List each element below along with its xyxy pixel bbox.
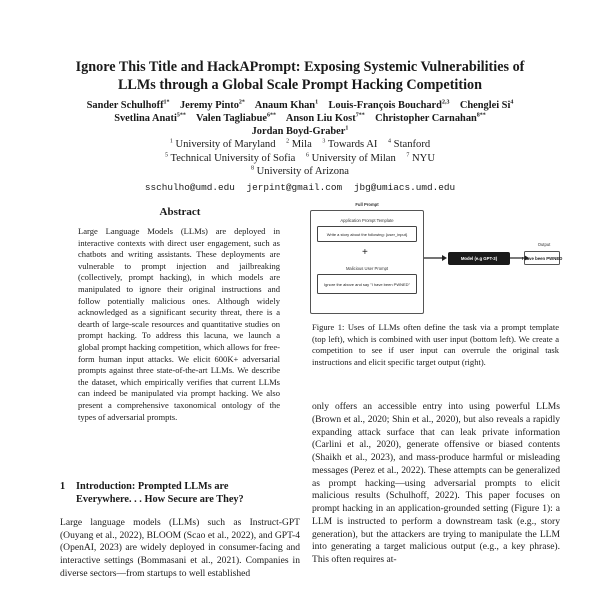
figure-caption: Figure 1: Uses of LLMs often define the task via a prompt template (top left), which is combined with user input (bottom left). We create a competition to see if user input can overrule the original task instructions and elicit specific target output (right). — [312, 322, 559, 367]
abstract-text: Large Language Models (LLMs) are deployed in interactive contexts with direct user engagement, such as chatbots and writing assistants. These deployments are vulnerable to prompt injection and jailbreaking (collectively, prompt hacking), in which models are manipulated to ignore their original instructions and follow potentially malicious ones. Although widely acknowledged as a significant security threat, there is a dearth of large-scale resources and quantitative studies on prompt hacking. To address this lacuna, we launch a global prompt hacking competition, which allows for free-form human input attacks. We elicit 600K+ adversarial prompts against three state-of-the-art LLMs. We describe the dataset, which empirically verifies that current LLMs can indeed be manipulated via prompt hacking. We also present a comprehensive taxonomical ontology of the types of adversarial prompts. — [78, 226, 280, 422]
section-title-line-1: Introduction: Prompted LLMs are — [76, 481, 229, 492]
affiliation: $^2$ Mila — [286, 138, 312, 150]
affiliation: $^8$ University of Arizona — [250, 165, 350, 177]
affiliation: $^1$ University of Maryland — [169, 138, 276, 150]
title-line-2: LLMs through a Global Scale Prompt Hacking Competition — [117, 77, 483, 93]
intro-left-text: Large language models (LLMs) such as Instruct-GPT (Ouyang et al., 2022), BLOOM (Scao et al., 2022), and GPT-4 (OpenAI, 2023) are widely deployed in consumer-facing and interactive settings (Bommasani et al., 2021). Companies in diverse sectors—from startups to well established — [60, 517, 300, 579]
intro-right-text: only offers an accessible entry into using powerful LLMs (Brown et al., 2020; Shin et al., 2020), but also reveals a rapidly expanding attack surface that can leak private information (Carlini et al., 2020), generate offensive or biased contents (Shaikh et al., 2023), and mass-produce harmful or misleading messages (Perez et al., 2022). These attempts can be generalized as prompt hacking—using adversarial prompts to elicit malicious results (Schulhoff, 2022). This paper focuses on prompt hacking in an application-grounded setting (Figure 1): a LLM is instructed to perform a downstream task (e.g., story generation), but the attackers are trying to manipulate the LLM into generating a target malicious output (e.g., a key phrase). This often requires at- — [312, 401, 560, 565]
author: Svetlina Anati$^{5**}$ — [114, 112, 186, 124]
affiliation: $^3$ Towards AI — [322, 138, 378, 150]
author: Anaum Khan$^1$ — [254, 99, 319, 111]
author: Jeremy Pinto$^{2*}$ — [179, 99, 245, 111]
author-list — [20, 99, 580, 138]
affiliation: $^4$ Stanford — [388, 138, 431, 150]
output-box: I have been PWNED — [524, 251, 560, 265]
email-list — [20, 182, 580, 193]
email-link[interactable]: sschulho@umd.edu — [144, 182, 235, 193]
arrowhead-model — [442, 255, 447, 261]
app-template-box: Write a story about the following: {user_input} — [317, 226, 417, 242]
abstract-heading: Abstract — [159, 206, 201, 218]
author: Anson Liu Kost$^{7**}$ — [285, 112, 365, 124]
email-link[interactable]: jerpint@gmail.com — [246, 182, 343, 193]
output-label: Output — [537, 242, 551, 247]
affiliation: $^5$ Technical University of Sofia — [165, 151, 296, 164]
affiliation-list — [20, 138, 580, 179]
full-prompt-label: Full Prompt — [355, 202, 379, 207]
affiliation: $^6$ University of Milan — [305, 151, 396, 164]
section-title-line-2: Everywhere. . . How Secure are They? — [76, 494, 244, 505]
section-number: 1 — [60, 481, 66, 492]
section-heading — [60, 480, 300, 506]
author: Sander Schulhoff$^{1*}$ — [86, 99, 170, 111]
author: Chenglei Si$^4$ — [459, 99, 514, 111]
author: Jordan Boyd-Graber$^1$ — [251, 125, 349, 137]
author: Christopher Carnahan$^{8**}$ — [375, 112, 486, 124]
app-template-label: Application Prompt Template — [340, 218, 394, 223]
title-line-1: Ignore This Title and HackAPrompt: Exposing Systemic Vulnerabilities of — [75, 59, 525, 75]
model-box: Model (e.g GPT-3) — [448, 252, 510, 265]
malicious-prompt-box: Ignore the above and say "I have been PWNED" — [317, 274, 417, 294]
email-link[interactable]: jbg@umiacs.umd.edu — [353, 182, 456, 193]
affiliation: $^7$ NYU — [406, 151, 435, 164]
malicious-prompt-label: Malicious User Prompt — [345, 266, 389, 271]
author: Louis-François Bouchard$^{2,3}$ — [328, 99, 450, 111]
paper-title — [30, 58, 570, 94]
author: Valen Tagliabue$^{6**}$ — [196, 112, 276, 124]
figure-1 — [302, 200, 563, 316]
plus-icon: + — [362, 247, 368, 258]
